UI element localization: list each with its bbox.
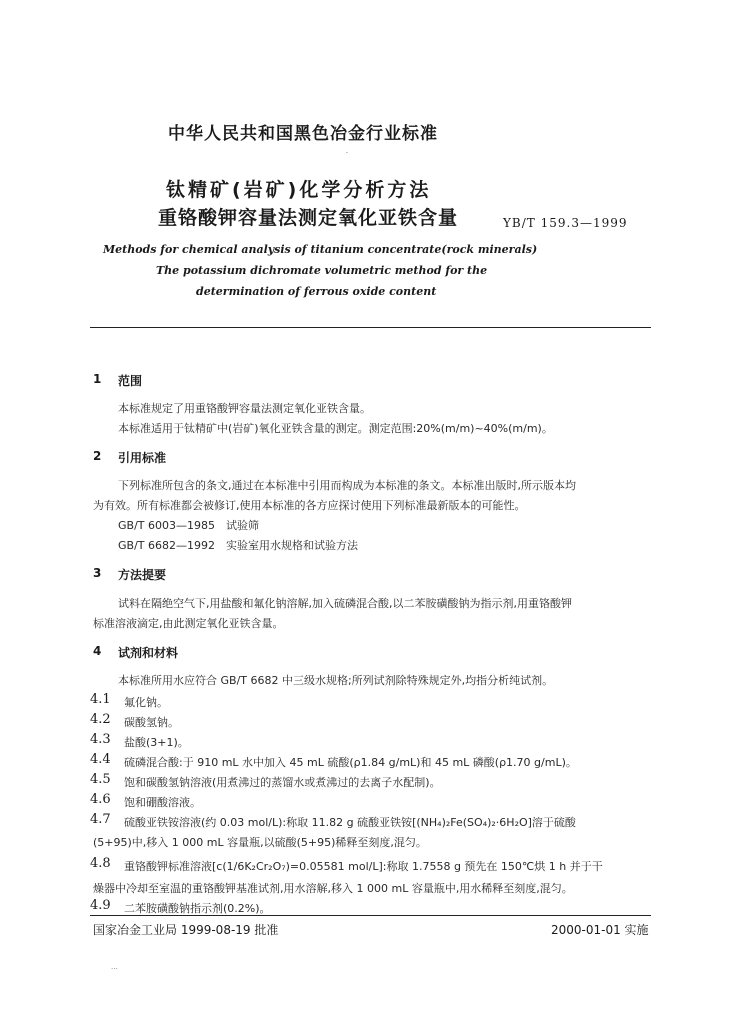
english-title-line-1: Methods for chemical analysis of titanium concentrate(rock minerals) (103, 243, 538, 256)
item-4-5-text: 饱和碳酸氢钠溶液(用煮沸过的蒸馏水或煮沸过的去离子水配制)。 (124, 776, 441, 789)
item-4-4-number: 4.4 (90, 752, 111, 767)
item-4-9-number: 4.9 (90, 898, 111, 913)
title-line-2: 重铬酸钾容量法测定氧化亚铁含量 (158, 207, 459, 229)
section-1-title: 范围 (118, 374, 143, 388)
item-4-1-text: 氟化钠。 (124, 696, 168, 709)
effective-date: 2000-01-01 实施 (551, 923, 649, 937)
item-4-8-continuation: 燥器中冷却至室温的重铬酸钾基准试剂,用水溶解,移入 1 000 mL 容量瓶中,用水稀释至刻度,混匀。 (93, 882, 573, 895)
section-2-ref-1: GB/T 6003—1985 试验筛 (118, 519, 259, 532)
page-stamp-mark: ··· (111, 965, 118, 973)
section-1-number: 1 (93, 372, 102, 386)
section-2-line-1: 下列标准所包含的条文,通过在本标准中引用而构成为本标准的条文。本标准出版时,所示版本均 (118, 479, 576, 492)
item-4-7-text: 硫酸亚铁铵溶液(约 0.03 mol/L):称取 11.82 g 硫酸亚铁铵[(NH₄)₂Fe(SO₄)₂·6H₂O]溶于硫酸 (124, 816, 576, 829)
item-4-9-text: 二苯胺磺酸钠指示剂(0.2%)。 (124, 902, 271, 915)
section-2-title: 引用标准 (118, 451, 167, 465)
english-title-line-2: The potassium dichromate volumetric method for the (156, 264, 488, 277)
title-line-1: 钛精矿(岩矿)化学分析方法 (166, 179, 432, 201)
item-4-8-number: 4.8 (90, 856, 111, 871)
item-4-7-continuation: (5+95)中,移入 1 000 mL 容量瓶,以硫酸(5+95)稀释至刻度,混匀。 (93, 836, 427, 849)
section-1-line-2: 本标准适用于钛精矿中(岩矿)氧化亚铁含量的测定。测定范围:20%(m/m)~40%(m/m)。 (118, 422, 553, 435)
section-4-intro: 本标准所用水应符合 GB/T 6682 中三级水规格;所列试剂除特殊规定外,均指分析纯试剂。 (118, 674, 554, 687)
section-2-number: 2 (93, 449, 102, 463)
section-3-line-1: 试料在隔绝空气下,用盐酸和氟化钠溶解,加入硫磷混合酸,以二苯胺磺酸钠为指示剂,用重铬酸钾 (118, 597, 572, 610)
item-4-8-text: 重铬酸钾标准溶液[c(1/6K₂Cr₂O₇)=0.05581 mol/L]:称取 1.7558 g 预先在 150℃烘 1 h 并于干 (124, 860, 603, 873)
item-4-3-text: 盐酸(3+1)。 (124, 736, 189, 749)
footer-rule (90, 915, 651, 916)
section-2-line-2: 为有效。所有标准都会被修订,使用本标准的各方应探讨使用下列标准最新版本的可能性。 (93, 499, 526, 512)
section-3-title: 方法提要 (118, 568, 167, 582)
section-4-title: 试剂和材料 (118, 646, 179, 660)
section-4-number: 4 (93, 644, 102, 658)
standard-category: 中华人民共和国黑色冶金行业标准 (168, 124, 438, 144)
item-4-6-number: 4.6 (90, 792, 111, 807)
standard-code: YB/T 159.3—1999 (503, 216, 628, 230)
item-4-6-text: 饱和硼酸溶液。 (124, 796, 201, 809)
item-4-2-text: 碳酸氢钠。 (124, 716, 179, 729)
issue-date: 国家冶金工业局 1999-08-19 批准 (93, 923, 279, 937)
item-4-1-number: 4.1 (90, 692, 111, 707)
section-3-number: 3 (93, 566, 102, 580)
item-4-4-text: 硫磷混合酸:于 910 mL 水中加入 45 mL 硫酸(ρ1.84 g/mL)和 45 mL 磷酸(ρ1.70 g/mL)。 (124, 756, 577, 769)
dot-mark: · (346, 150, 348, 157)
section-3-line-2: 标准溶液滴定,由此测定氧化亚铁含量。 (93, 617, 284, 630)
item-4-5-number: 4.5 (90, 772, 111, 787)
item-4-2-number: 4.2 (90, 712, 111, 727)
item-4-3-number: 4.3 (90, 732, 111, 747)
section-1-line-1: 本标准规定了用重铬酸钾容量法测定氧化亚铁含量。 (118, 402, 371, 415)
english-title-line-3: determination of ferrous oxide content (196, 285, 437, 298)
section-2-ref-2: GB/T 6682—1992 实验室用水规格和试验方法 (118, 539, 358, 552)
header-rule (90, 327, 651, 328)
item-4-7-number: 4.7 (90, 812, 111, 827)
